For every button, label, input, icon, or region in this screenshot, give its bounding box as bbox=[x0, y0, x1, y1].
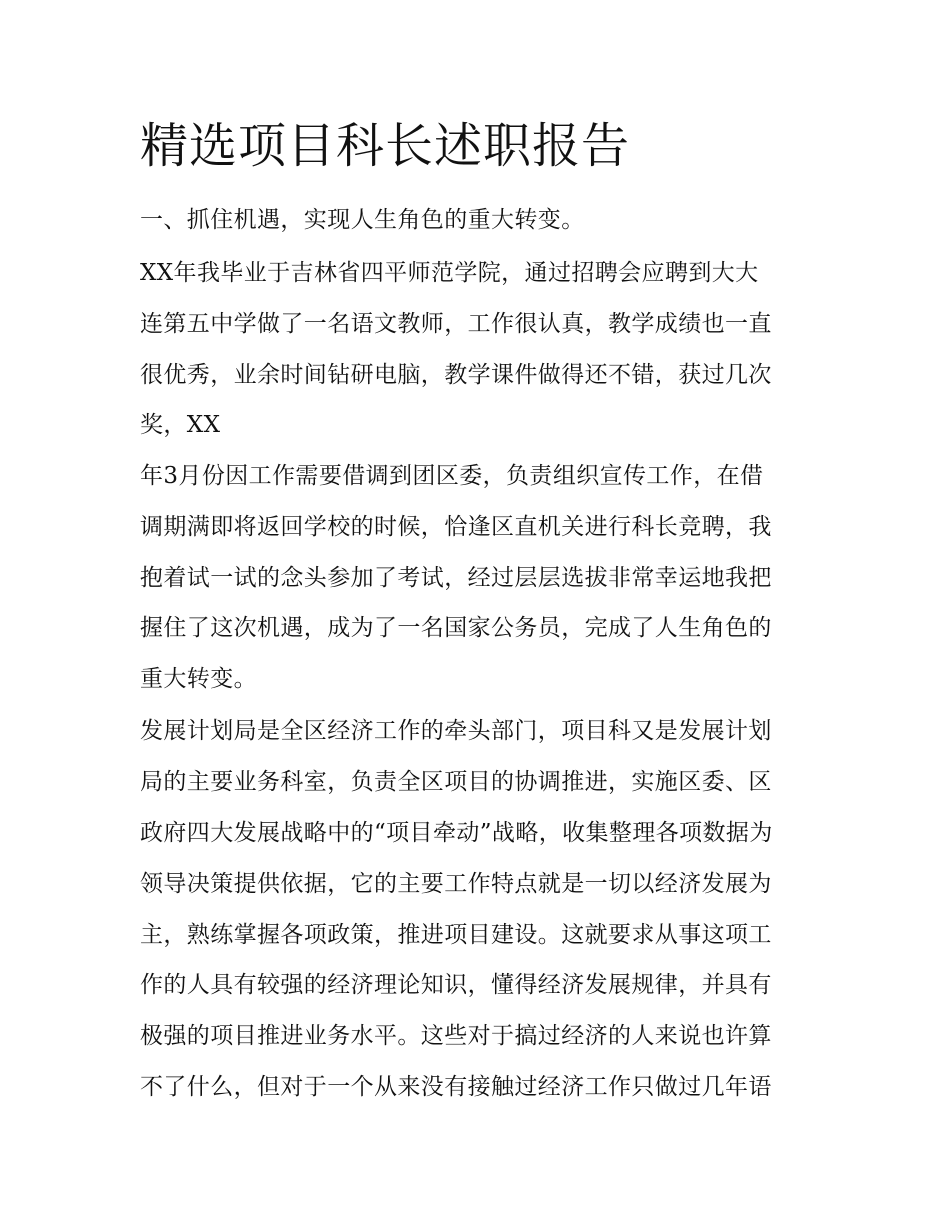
paragraph-line: XX年我毕业于吉林省四平师范学院，通过招聘会应聘到大大 bbox=[140, 260, 759, 286]
paragraph-line: 极强的项目推进业务水平。这些对于搞过经济的人来说也许算 bbox=[140, 1023, 772, 1049]
paragraph-line: 重大转变。 bbox=[140, 666, 257, 692]
paragraph-line: 很优秀，业余时间钻研电脑，教学课件做得还不错，获过几次 bbox=[140, 362, 772, 388]
paragraph-line: 政府四大发展战略中的“项目牵动”战略，收集整理各项数据为 bbox=[140, 820, 773, 846]
paragraph-line: 一、抓住机遇，实现人生角色的重大转变。 bbox=[140, 207, 585, 233]
paragraph-line: 连第五中学做了一名语文教师，工作很认真，教学成绩也一直 bbox=[140, 311, 772, 337]
paragraph-line: 抱着试一试的念头参加了考试，经过层层选拔非常幸运地我把 bbox=[140, 565, 772, 591]
paragraph-line: 局的主要业务科室，负责全区项目的协调推进，实施区委、区 bbox=[140, 769, 772, 795]
paragraph-line: 发展计划局是全区经济工作的牵头部门，项目科又是发展计划 bbox=[140, 718, 772, 744]
paragraph-line: 奖，XX bbox=[140, 412, 221, 438]
paragraph-line: 握住了这次机遇，成为了一名国家公务员，完成了人生角色的 bbox=[140, 615, 772, 641]
paragraph-line: 作的人具有较强的经济理论知识，懂得经济发展规律，并具有 bbox=[140, 972, 772, 998]
paragraph-line: 调期满即将返回学校的时候，恰逢区直机关进行科长竞聘，我 bbox=[140, 514, 772, 540]
paragraph-line: 领导决策提供依据，它的主要工作特点就是一切以经济发展为 bbox=[140, 871, 772, 897]
document-title: 精选项目科长述职报告 bbox=[140, 118, 631, 174]
paragraph-line: 主，熟练掌握各项政策，推进项目建设。这就要求从事这项工 bbox=[140, 922, 772, 948]
paragraph-line: 年3月份因工作需要借调到团区委，负责组织宣传工作，在借 bbox=[140, 463, 764, 489]
paragraph-line: 不了什么，但对于一个从来没有接触过经济工作只做过几年语 bbox=[140, 1074, 772, 1100]
